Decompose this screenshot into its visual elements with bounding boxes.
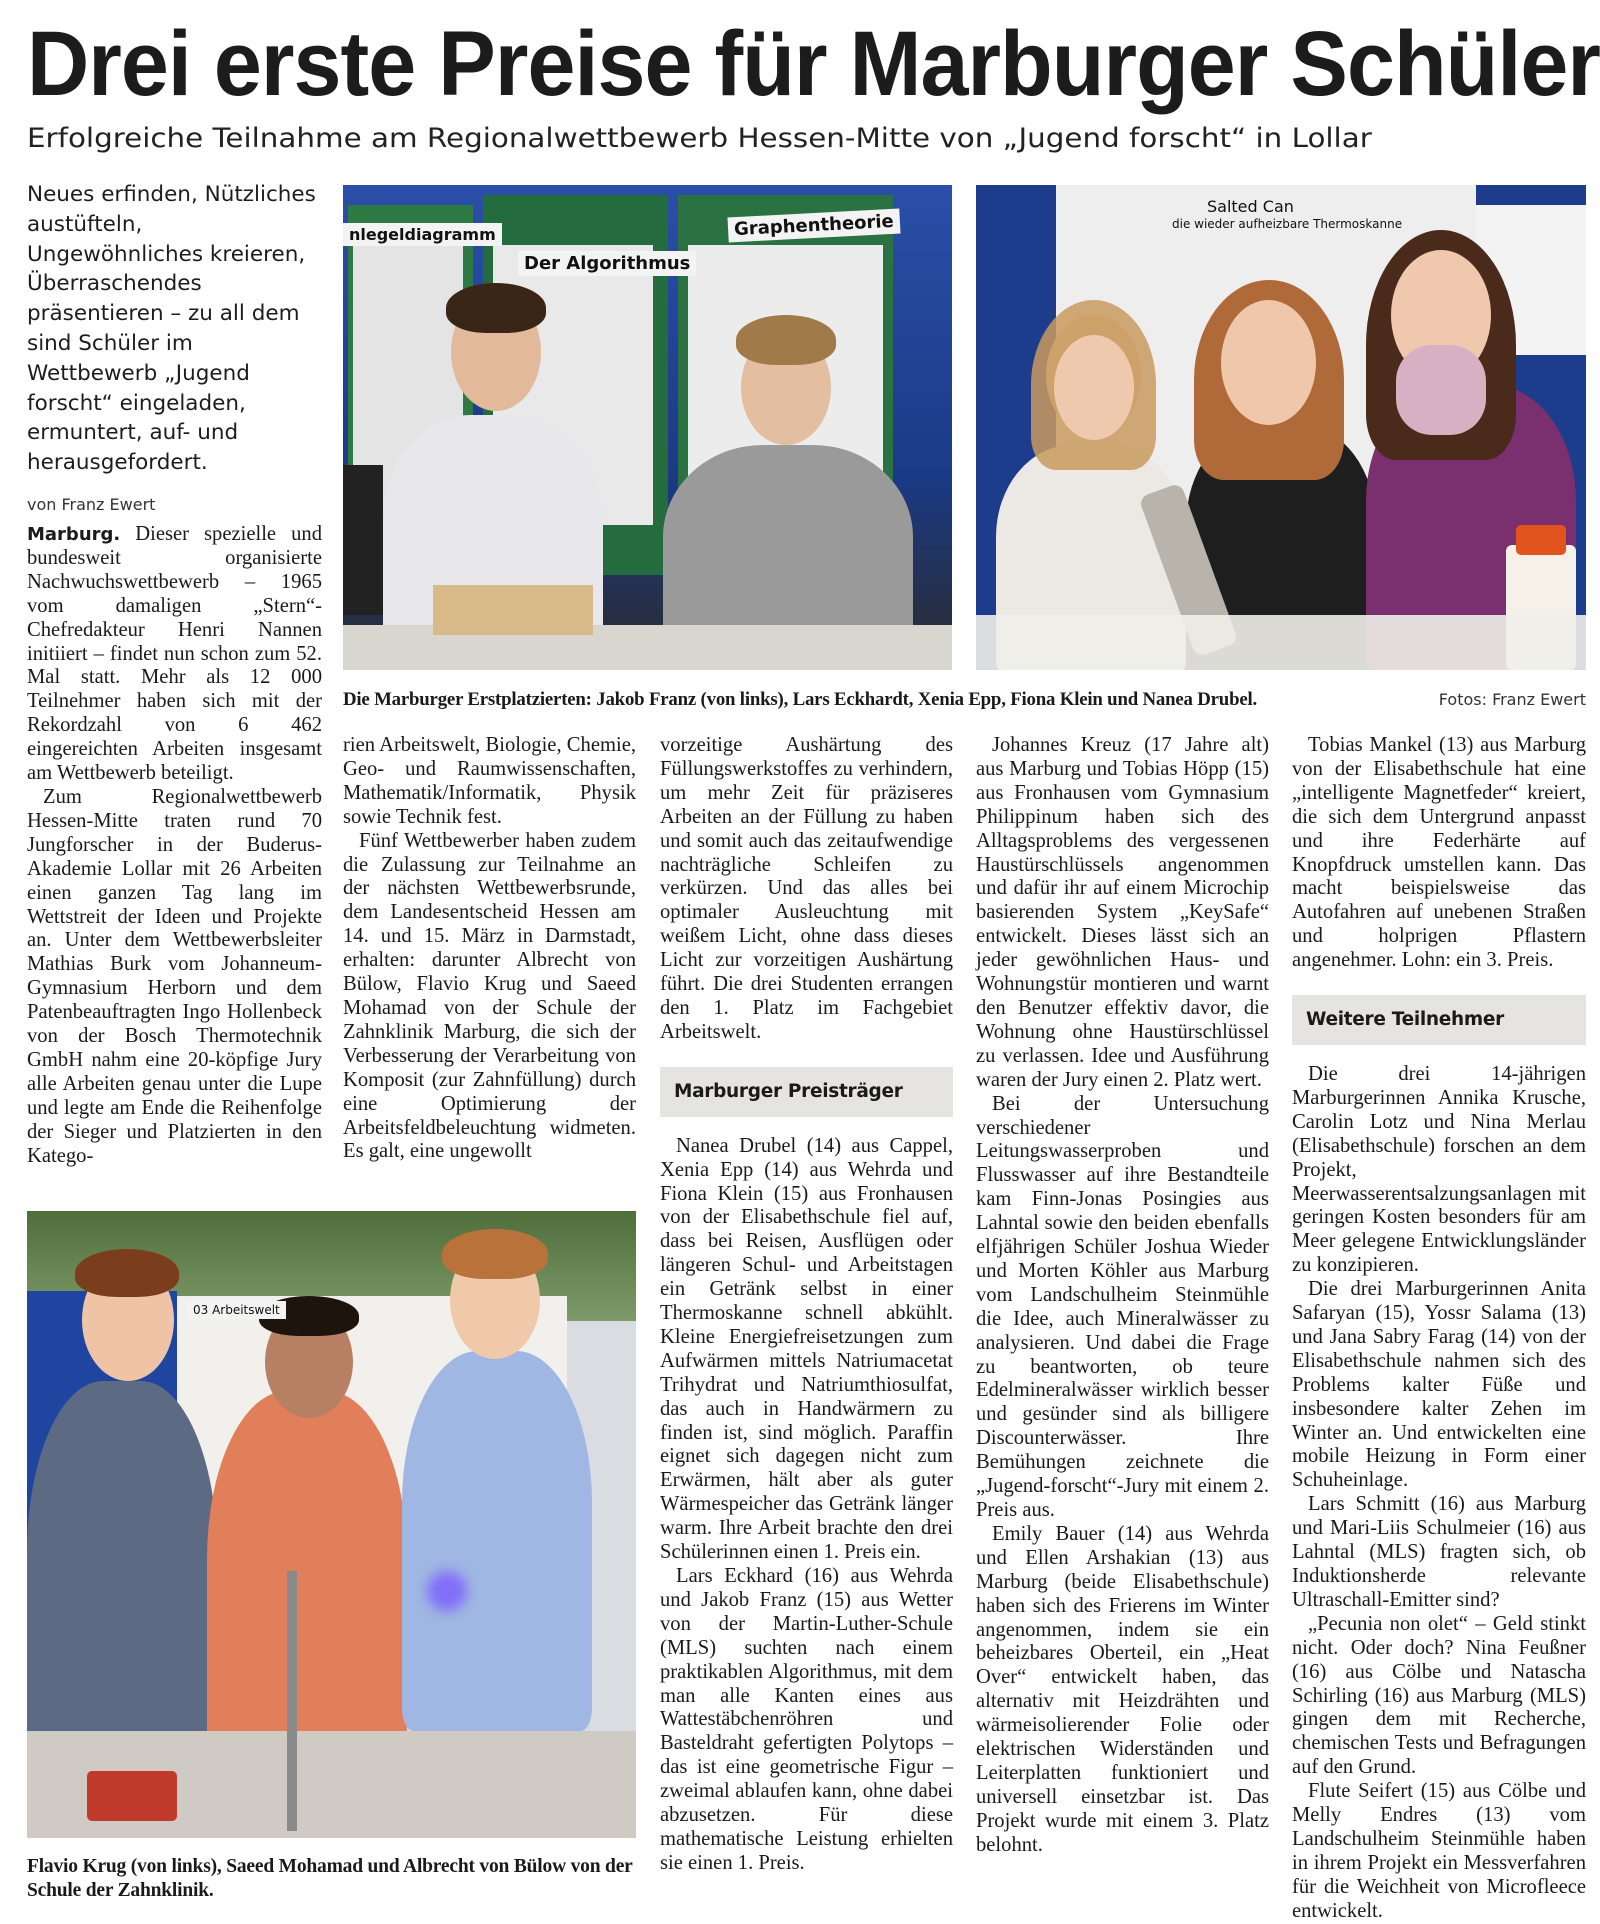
paragraph: rien Arbeitswelt, Biologie, Chemie, Geo- und Raumwissenschaften, Mathematik/Informatik, Physik sowie Technik fest. [343,734,636,828]
paragraph: Tobias Mankel (13) aus Marburg von der Elisabethschule hat eine „intelligente Magnetfeder“ kreiert, die sich dem Untergrund anpasst und ihre Federhärte auf Knopfdruck umstellen kann. Das macht beispielsweise das Autofahren auf unebenen Straßen und holprigen Pflastern angenehmer. Lohn: ein 3. Preis. [1292,734,1586,972]
poster-label: die wieder aufheizbare Thermoskanne [1172,217,1403,231]
paragraph: Lars Schmitt (16) aus Marburg und Mari-Liis Schulmeier (16) aus Lahntal (MLS) fragten sich, ob Induktionsherde relevante Ultraschall-Emitter sind? [1292,1493,1586,1611]
column-3 [660,734,953,1876]
poster-label: Der Algorithmus [518,251,696,276]
paragraph: vorzeitige Aushärtung des Füllungswerkstoffes zu verhindern, um mehr Zeit für präziseres Arbeiten an der Füllung zu haben und somit auch das zeitaufwendige nachträgliche Schleifen zu verkürzen. Und das alles bei optimaler Ausleuchtung mit weißem Licht, ohne dass dieses Licht zur vorzeitigen Aushärtung führt. Die drei Studenten errangen den 1. Platz im Fachgebiet Arbeitswelt. [660,734,953,1043]
paragraph: Bei der Untersuchung verschiedener Leitungswasserproben und Flusswasser auf ihre Bestandteile kam Finn-Jonas Posingies aus Lahntal sowie den beiden ebenfalls elfjährigen Schüler Joshua Wieder und Morten Köhler aus Marburg vom Landschulheim Steinmühle die Idee, auch Mineralwässer zu analysieren. Und dabei die Frage zu beantworten, ob teure Edelmineralwässer wirklich besser und gesünder sind als billigere Discounterwässer. Ihre Bemühungen zeichnete die „Jugend-forscht“-Jury mit einem 2. Preis aus. [976,1092,1269,1521]
paragraph: Fünf Wettbewerber haben zudem die Zulassung zur Teilnahme an der nächsten Wettbewerbsrunde, dem Landesentscheid Hessen am 14. und 15. März in Darmstadt, erhalten: darunter Albrecht von Bülow, Flavio Krug und Saeed Mohamad von der Schule der Zahnklinik Marburg, die sich der Verbesserung der Verarbeitung von Komposit (zur Zahnfüllung) durch eine Optimierung der Arbeitsfeldbeleuchtung widmeten. Es galt, eine ungewollt [343,829,636,1163]
paragraph: Emily Bauer (14) aus Wehrda und Ellen Arshakian (13) aus Marburg (beide Elisabethschule) haben sich des Frierens im Winter angenommen, indem sie ein beheizbares Oberteil, ein „Heat Over“ entwickelt haben, das alternativ mit Heizdrähten und wärmeisolierender Folie oder elektrischen Widerständen und Leiterplatten funktioniert und universell einsetzbar ist. Das Projekt wurde mit einem 3. Platz belohnt. [976,1522,1269,1856]
poster-label: Graphentheorie [727,209,900,243]
subheading-marburger-preistraeger: Marburger Preisträger [660,1067,953,1117]
poster-label: nlegeldiagramm [343,223,502,246]
photo-credit: Fotos: Franz Ewert [1438,690,1586,709]
column-5 [1292,734,1586,1924]
column-1 [27,523,322,1168]
column-4 [976,734,1269,1858]
poster-label: Salted Can [1207,197,1294,216]
paragraph: Die drei Marburgerinnen Anita Safaryan (15), Yossr Salama (13) und Jana Sabry Farag (14) von der Elisabethschule nahmen sich des Problems kalter Füße und insbesondere kalter Zehen im Winter an. Und entwickelten eine mobile Heizung in Form einer Schuheinlage. [1292,1278,1586,1492]
byline: von Franz Ewert [27,495,156,514]
paragraph: Flute Seifert (15) aus Cölbe und Melly Endres (13) vom Landschulheim Steinmühle haben in ihrem Projekt ein Messverfahren für die Weichheit von Microfleece entwickelt. [1292,1780,1586,1922]
photo-caption: Die Marburger Erstplatzierten: Jakob Franz (von links), Lars Eckhardt, Xenia Epp, Fiona Klein und Nanea Drubel. [343,689,1258,710]
paragraph: Lars Eckhard (16) aus Wehrda und Jakob Franz (15) aus Wetter von der Martin-Luther-Schule (MLS) suchten nach einem praktikablen Algorithmus, mit dem man alle Kanten eines aus Wattestäbchenröhren und Basteldraht gefertigten Polytops – das ist eine geometrische Figur – zweimal ablaufen kann, ohne dabei abzusetzen. Für diese mathematische Leistung erhielten sie einen 1. Preis. [660,1565,953,1874]
poster-label: 03 Arbeitswelt [187,1301,286,1319]
intro-text: Neues erfinden, Nützliches austüfteln, Ungewöhnliches kreieren, Überraschendes präsentieren – zu all dem sind Schüler im Wettbewerb „Jugend forscht“ eingeladen, ermuntert, auf- und herausgefordert. [27,182,316,476]
photo-caption-bottom: Flavio Krug (von links), Saeed Mohamad und Albrecht von Bülow von der Schule der Zahnklinik. [27,1856,633,1901]
paragraph: Johannes Kreuz (17 Jahre alt) aus Marburg und Tobias Höpp (15) aus Fronhausen vom Gymnasium Philippinum haben sich des Alltagsproblems des vergessenen Haustürschlüssels angenommen und dafür ihr auf einem Microchip basierenden System „KeySafe“ entwickelt. Dieses lässt sich an jeder gewöhnlichen Haus- und Wohnungstür montieren und warnt den Benutzer effektiv davor, die Wohnung ohne Haustürschlüssel zu verlassen. Idee und Ausführung waren der Jury einen 2. Platz wert. [976,734,1269,1091]
photo-flavio-krug-saeed-mohamad-albrecht-von-buelow [27,1211,636,1838]
dateline: Marburg. [27,524,121,545]
subtitle: Erfolgreiche Teilnahme am Regionalwettbewerb Hessen-Mitte von „Jugend forscht“ in Lollar [27,123,1372,154]
paragraph [27,523,322,786]
subheading-weitere-teilnehmer: Weitere Teilnehmer [1292,995,1586,1045]
photo-xenia-epp-fiona-klein-nanea-drubel [976,185,1586,670]
paragraph: Die drei 14-jährigen Marburgerinnen Annika Krusche, Carolin Lotz und Nina Merlau (Elisabethschule) forschen an dem Projekt, Meerwasserentsalzungsanlagen mit geringen Kosten besonders für am Meer gelegene Entwicklungsländer zu konzipieren. [1292,1062,1586,1277]
photo-jakob-franz-lars-eckhardt [343,185,952,670]
paragraph: „Pecunia non olet“ – Geld stinkt nicht. Oder doch? Nina Feußner (16) aus Cölbe und Natascha Schirling (16) aus Marburg (MLS) gingen dem mit Recherche, chemischen Tests und Befragungen auf den Grund. [1292,1612,1586,1779]
paragraph: Nanea Drubel (14) aus Cappel, Xenia Epp (14) aus Wehrda und Fiona Klein (15) aus Fronhausen von der Elisabethschule fiel auf, dass bei Reisen, Ausflügen oder längeren Schul- und Arbeitstagen ein Getränk selbst in einer Thermoskanne schnell abkühlt. Kleine Energiefreisetzungen zum Aufwärmen mittels Natriumacetat Trihydrat und Natriumthiosulfat, das auch in Handwärmern zu finden ist, sind möglich. Paraffin eignet sich dagegen nicht zum Erwärmen, hält aber als guter Wärmespeicher das Getränk länger warm. Ihre Arbeit brachte den drei Schülerinnen einen 1. Preis ein. [660,1134,953,1564]
headline: Drei erste Preise für Marburger Schüler [27,13,1600,115]
paragraph: Zum Regionalwettbewerb Hessen-Mitte traten rund 70 Jungforscher in der Buderus-Akademie Lollar mit 26 Arbeiten einen ganzen Tag lang im Wettstreit der Ideen und Projekte an. Unter dem Wettbewerbsleiter Mathias Burk vom Johanneum-Gymnasium Herborn und dem Patenbeauftragten Ingo Hollenbeck von der Bosch Thermotechnik GmbH nahm eine 20-köpfige Jury alle Arbeiten genau unter die Lupe und legte am Ende die Reihenfolge der Sieger und Platzierten in den Katego- [27,785,322,1167]
column-2 [343,734,636,1164]
paragraph-text: Dieser spezielle und bundesweit organisierte Nachwuchswettbewerb – 1965 vom damaligen „Stern“-Chefredakteur Henri Nannen initiiert – findet nun schon zum 52. Mal statt. Mehr als 12 000 Teilnehmer haben sich mit der Rekordzahl von 6 462 eingereichten Arbeiten insgesamt am Wettbewerb beteiligt. [27,523,322,785]
